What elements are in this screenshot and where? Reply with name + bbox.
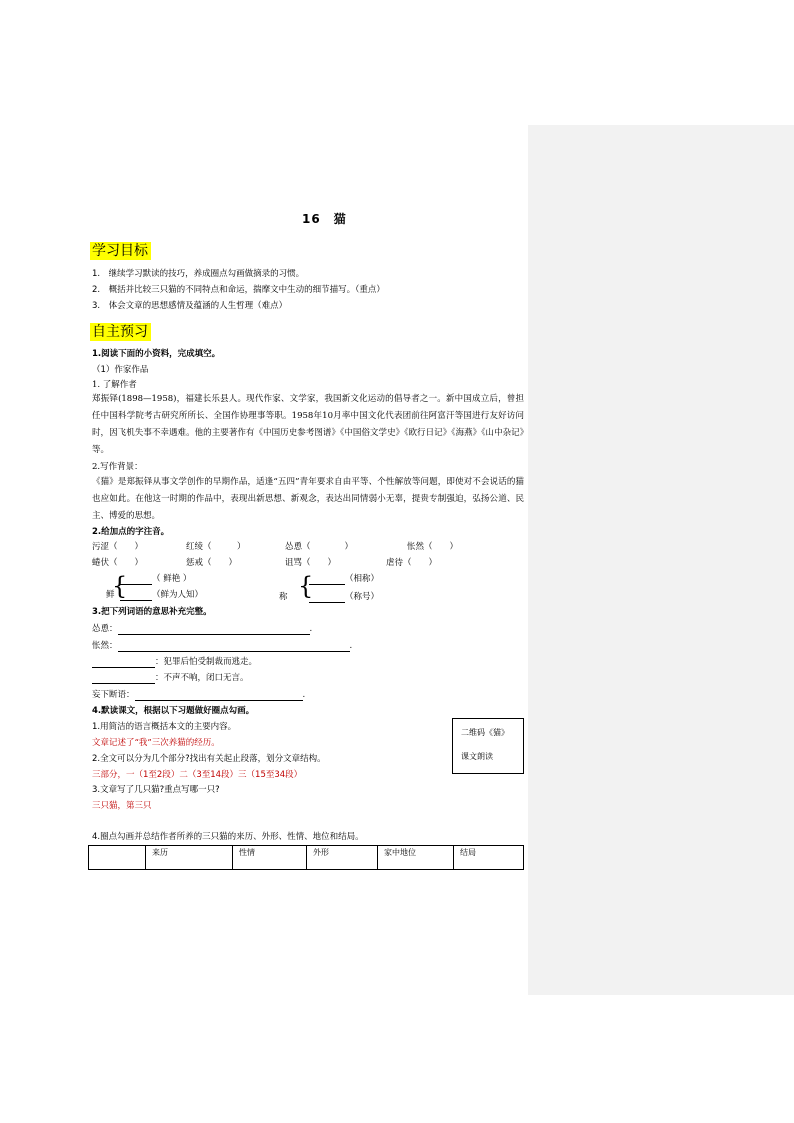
table-header-cell: 外形 <box>307 846 378 870</box>
table-header-cell: 性情 <box>233 846 307 870</box>
pinyin-item: 惩戒（ ） <box>186 558 238 568</box>
table-header-cell <box>89 846 146 870</box>
q4-heading: 4.默读课文，根据以下习题做好圈点勾画。 <box>92 706 255 716</box>
page-title: 16 猫 <box>302 212 347 226</box>
polyphone-option: （ 鲜艳 ） <box>120 573 191 585</box>
author-text: 郑振铎(1898—1958)，福建长乐县人。现代作家、文学家，我国新文化运动的倡导者之一。新中国成立后，曾担任中国科学院考古研究所所长、全国作协理事等职。1958年10月率中国文化代表团前往阿富汗等国进行友好访问时，因飞机失事不幸遇难。他的主要著作有《中国历史参考图谱》《中国俗文学史》《欧行日记》《海燕》《山中杂记》等。 <box>92 394 524 455</box>
answer-text: 三只猫，第三只 <box>92 801 152 811</box>
polyphone-option: （相称） <box>309 573 379 585</box>
pinyin-item: 红绫（ ） <box>186 542 246 552</box>
brace-icon: { <box>112 572 128 600</box>
table-header-cell: 家中地位 <box>378 846 454 870</box>
polyphone-char-cheng: 称 <box>279 592 288 602</box>
background-text: 《猫》是郑振铎从事文学创作的早期作品，适逢“五四”青年要求自由平等、个性解放等问题，即使对不会说话的猫也应如此。在他这一时期的作品中，表现出新思想、新观念，表达出同情弱小无辜，提贵专制强迫，弘扬公道、民主、博爱的思想。 <box>92 477 524 521</box>
table-header-cell: 结局 <box>454 846 524 870</box>
brace-icon: { <box>298 572 314 600</box>
goal-item: 2. 概括并比较三只猫的不同特点和命运，揣摩文中生动的细节描写。（重点） <box>92 285 385 295</box>
question-text: 3.文章写了几只猫?重点写哪一只? <box>92 785 220 795</box>
table-row <box>89 846 524 870</box>
question-text: 1.用简洁的语言概括本文的主要内容。 <box>92 722 237 732</box>
polyphone-char-xian: 鲜 <box>106 590 115 600</box>
definition-line: 妄下断语： . <box>92 690 306 700</box>
q1-sub: （1）作家作品 <box>92 365 149 375</box>
definition-line: 怅然： . <box>92 641 353 651</box>
q5-heading: 4.圈点勾画并总结作者所养的三只猫的来历、外形、性情、地位和结局。 <box>92 832 364 842</box>
answer-text: 三部分，一（1至2段）二（3至14段）三（15至34段） <box>92 770 303 780</box>
pinyin-item: 蜷伏（ ） <box>92 558 144 568</box>
pinyin-item: 虐待（ ） <box>386 558 438 568</box>
q1-heading: 1.阅读下面的小资料，完成填空。 <box>92 349 221 359</box>
definition-line: ：不声不响，闭口无言。 <box>92 672 249 684</box>
q3-heading: 3.把下列词语的意思补充完整。 <box>92 607 212 617</box>
qr-code-box[interactable] <box>452 718 524 774</box>
cat-summary-table <box>88 845 524 870</box>
section-heading-preview: 自主预习 <box>90 321 151 341</box>
definition-line: ：犯罪后怕受制裁而逃走。 <box>92 656 257 668</box>
pinyin-item: 诅骂（ ） <box>285 558 337 568</box>
polyphone-option: （称号） <box>309 591 379 603</box>
section-heading-goals: 学习目标 <box>90 240 151 260</box>
question-text: 2.全文可以分为几个部分?找出有关起止段落，划分文章结构。 <box>92 754 326 764</box>
pinyin-item: 怂恿（ ） <box>285 542 354 552</box>
table-header-cell: 来历 <box>146 846 233 870</box>
pinyin-item: 怅然（ ） <box>407 542 459 552</box>
qr-label: 课文朗读 <box>461 752 493 761</box>
goal-item: 3. 体会文章的思想感情及蕴涵的人生哲理（难点） <box>92 301 288 311</box>
answer-text: 文章记述了“我”三次养猫的经历。 <box>92 738 220 748</box>
comment-margin-panel <box>528 125 794 995</box>
pinyin-item: 污涩（ ） <box>92 542 144 552</box>
goal-item: 1. 继续学习默读的技巧，养成圈点勾画做摘录的习惯。 <box>92 269 305 279</box>
background-heading: 2.写作背景： <box>92 462 143 472</box>
qr-label: 二维码《猫》 <box>461 728 509 737</box>
definition-line: 怂恿： . <box>92 624 313 634</box>
author-heading: 1. 了解作者 <box>92 380 137 390</box>
polyphone-option: （鲜为人知） <box>120 589 203 601</box>
q2-heading: 2.给加点的字注音。 <box>92 527 170 537</box>
